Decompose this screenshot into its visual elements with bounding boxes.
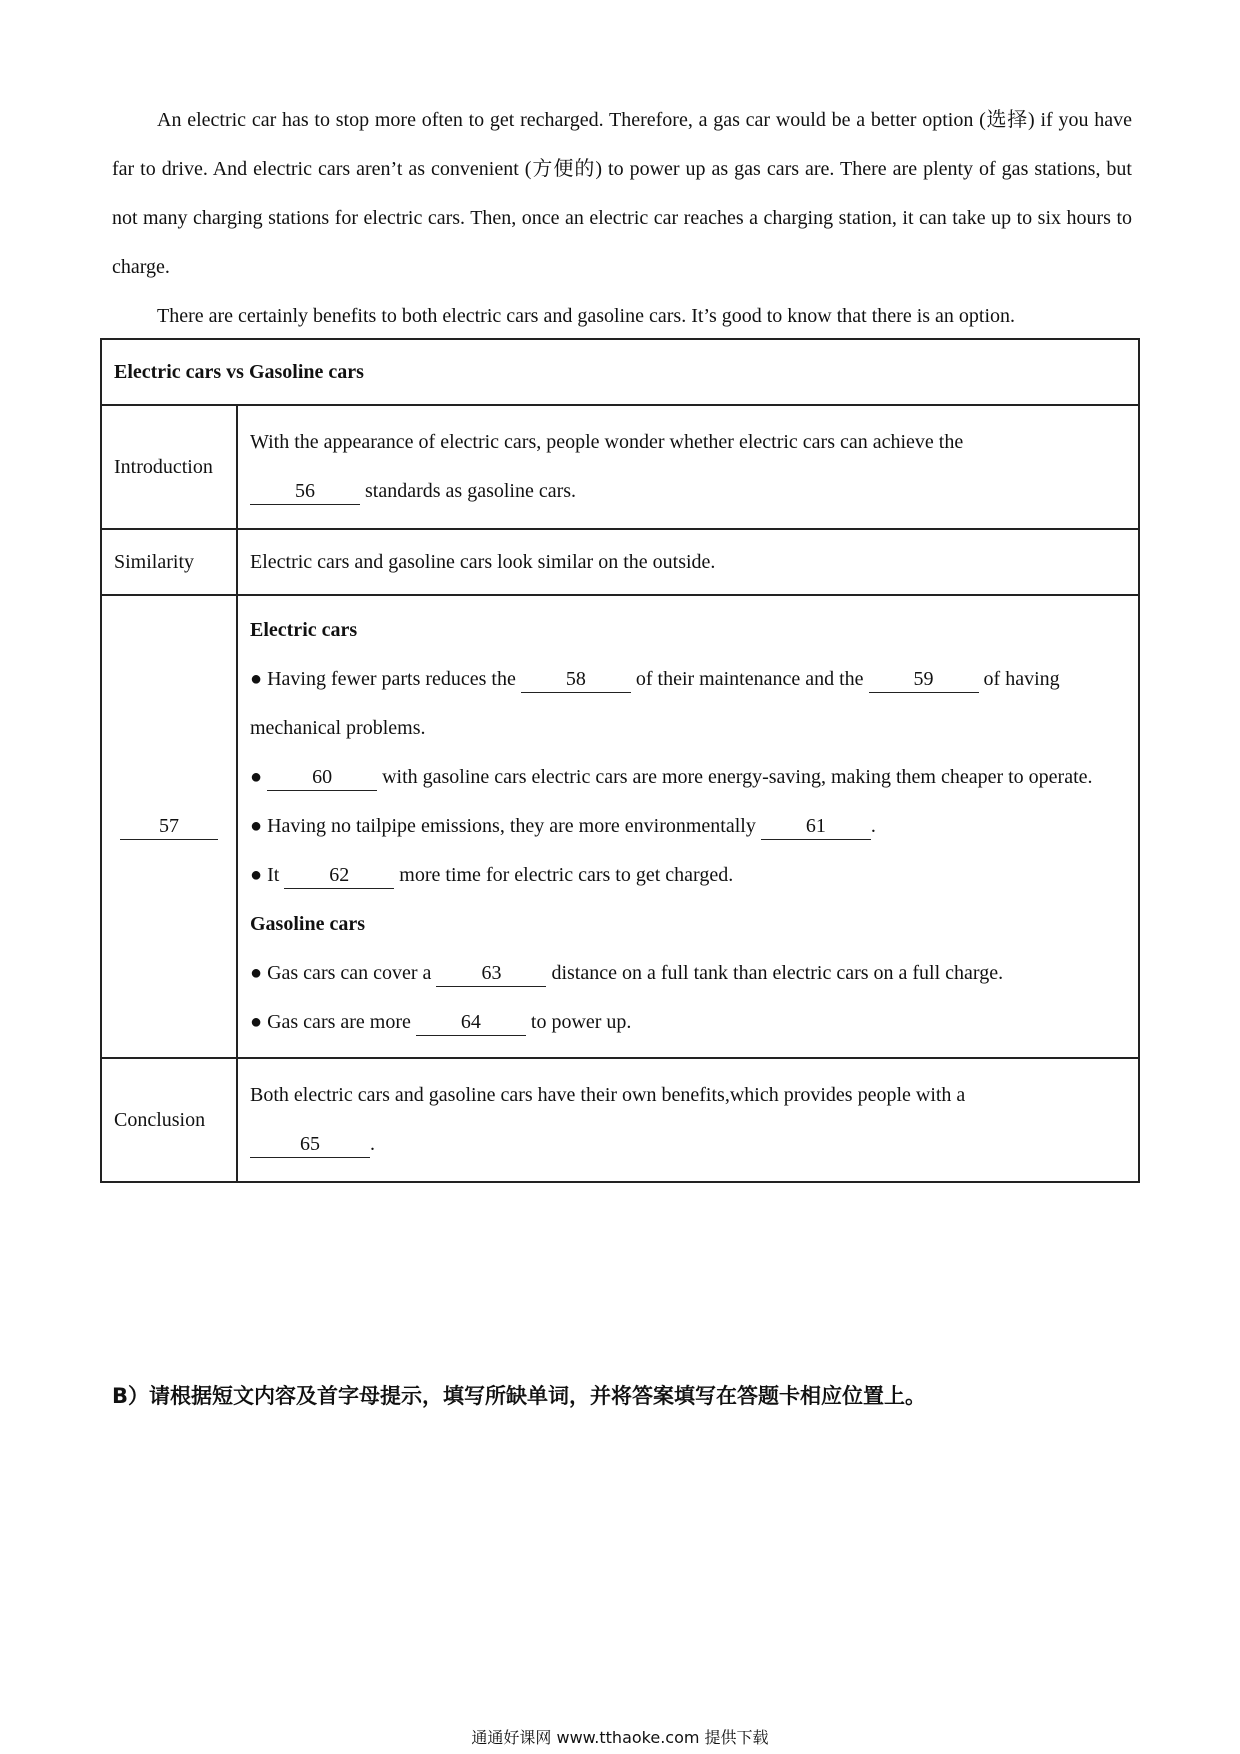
table-title-row — [101, 339, 1139, 405]
bullet-text: . — [870, 815, 876, 837]
blank-61: 61 — [761, 813, 871, 840]
page-footer: 通通好课网 www.tthaoke.com 提供下载 — [471, 1728, 769, 1747]
row-content: Electric cars and gasoline cars look similar on the outside. — [237, 529, 1139, 595]
paragraph-text: There are certainly benefits to both electric cars and gasoline cars. It’s good to know that there is an option. — [157, 305, 1016, 327]
bullet-60 — [250, 753, 1126, 802]
bullet-text: of having mechanical problems. — [250, 668, 1060, 739]
bullet-text: ● Gas cars can cover a — [250, 962, 432, 984]
gasoline-cars-heading: Gasoline cars — [250, 913, 365, 935]
bullet-text: ● Gas cars are more — [250, 1011, 411, 1033]
blank-65: 65 — [250, 1131, 370, 1158]
blank-57: 57 — [120, 813, 218, 840]
bullet-text: to power up. — [530, 1011, 632, 1033]
bullet-text: of their maintenance and the — [635, 668, 864, 690]
bullet-64 — [250, 998, 1126, 1047]
bullet-text: more time for electric cars to get charged. — [399, 864, 734, 886]
bullet-63 — [250, 949, 1126, 998]
blank-62: 62 — [284, 862, 394, 889]
row-content — [237, 1058, 1139, 1182]
passage-paragraph-2 — [112, 292, 1132, 341]
paragraph-text: An electric car has to stop more often to get recharged. Therefore, a gas car would be a better option (选择) if you have far to drive. And electric cars aren’t as convenient (方便的) to power up as gas cars are. There are plenty of gas stations, but not many charging stations for electric cars. Then, once an electric car reaches a charging station, it can take up to six hours to charge. — [112, 109, 1132, 278]
table-title: Electric cars vs Gasoline cars — [101, 339, 1139, 405]
bullet-text: ● — [250, 766, 263, 788]
row-label — [101, 595, 237, 1058]
bullet-text: ● It — [250, 864, 280, 886]
intro-text-end: standards as gasoline cars. — [365, 480, 577, 502]
passage-paragraph-1 — [112, 96, 1132, 292]
blank-60: 60 — [267, 764, 377, 791]
blank-56: 56 — [250, 478, 360, 505]
bullet-text: ● Having fewer parts reduces the — [250, 668, 516, 690]
bullet-text: distance on a full tank than electric cars on a full charge. — [551, 962, 1004, 984]
row-label: Conclusion — [101, 1058, 237, 1182]
bullet-text: with gasoline cars electric cars are more energy-saving, making them cheaper to operate. — [382, 766, 1093, 788]
intro-text: With the appearance of electric cars, people wonder whether electric cars can achieve the — [250, 431, 964, 453]
table-row-differences — [101, 595, 1139, 1058]
row-content — [237, 405, 1139, 529]
row-label: Similarity — [101, 529, 237, 595]
table-row-introduction — [101, 405, 1139, 529]
bullet-58-59 — [250, 655, 1126, 753]
electric-cars-heading: Electric cars — [250, 619, 358, 641]
conclusion-end: . — [370, 1133, 375, 1155]
blank-63: 63 — [436, 960, 546, 987]
blank-64: 64 — [416, 1009, 526, 1036]
bullet-62 — [250, 851, 1126, 900]
blank-59: 59 — [869, 666, 979, 693]
section-b-instruction: B）请根据短文内容及首字母提示，填写所缺单词，并将答案填写在答题卡相应位置上。 — [112, 1384, 927, 1408]
blank-58: 58 — [521, 666, 631, 693]
summary-table — [100, 338, 1140, 1183]
row-content — [237, 595, 1139, 1058]
bullet-61 — [250, 802, 1126, 851]
bullet-text: ● Having no tailpipe emissions, they are more environmentally — [250, 815, 756, 837]
table-row-similarity — [101, 529, 1139, 595]
table-row-conclusion — [101, 1058, 1139, 1182]
row-label: Introduction — [101, 405, 237, 529]
conclusion-text: Both electric cars and gasoline cars have their own benefits,which provides people with a — [250, 1084, 966, 1106]
